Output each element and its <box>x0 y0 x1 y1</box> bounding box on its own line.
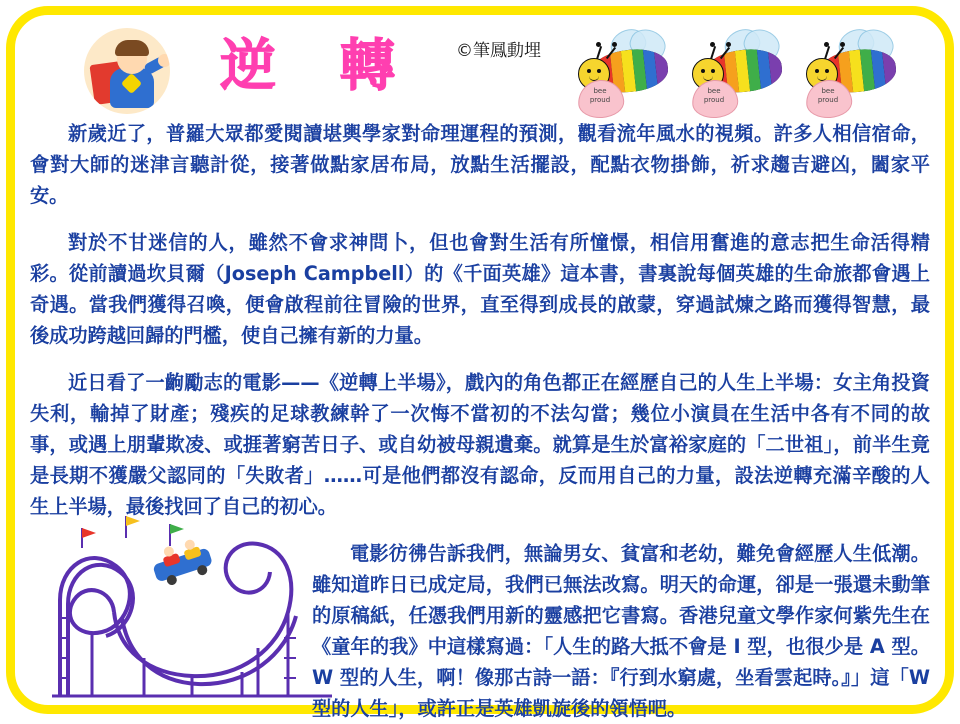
roller-coaster-illustration <box>52 508 332 698</box>
paragraph-2: 對於不甘迷信的人，雖然不會求神問卜，但也會對生活有所憧憬，相信用奮進的意志把生命活得精彩。從前讀過坎貝爾（Joseph Campbell）的《千面英雄》這本書，書裏說每個英雄的生命旅都會遇上奇遇。當我們獲得召喚，便會啟程前往冒險的世界，直至得到成長的啟蒙，穿過試煉之路而獲得智慧，最後成功跨越回歸的門檻，使自己擁有新的力量。 <box>30 231 930 347</box>
paragraph-3: 近日看了一齣勵志的電影——《逆轉上半場》，戲內的角色都正在經歷自己的人生上半場：女主角投資失利，輸掉了財產；殘疾的足球教練幹了一次悔不當初的不法勾當；幾位小演員在生活中各有不同的故事，或遇上朋輩欺凌、或捱著窮苦日子、或自幼被母親遺棄。就算是生於富裕家庭的「二世祖」，前半生竟是長期不獲嚴父認同的「失敗者」……可是他們都沒有認命，反而用自己的力量，設法逆轉充滿辛酸的人生上半場，最後找回了自己的初心。 <box>30 371 930 518</box>
bee-badge-line2: proud <box>703 96 725 104</box>
bee-badge-line2: proud <box>589 96 611 104</box>
bee-badge-line1: bee <box>593 87 607 95</box>
bee-heart-badge <box>578 80 622 116</box>
superhero-hair <box>115 40 149 56</box>
bee-badge-line2: proud <box>817 96 839 104</box>
paragraph-1: 新歲近了，普羅大眾都愛閱讀堪輿學家對命理運程的預測，觀看流年風水的視頻。許多人相信宿命，會對大師的迷津言聽計從，接著做點家居布局，放點生活擺設，配點衣物掛飾，祈求趨吉避凶，闔家平安。 <box>30 122 930 207</box>
bee-icon <box>576 32 684 112</box>
document-header <box>24 14 930 110</box>
paragraph-4: 電影彷彿告訴我們，無論男女、貧富和老幼，難免會經歷人生低潮。雖知道昨日已成定局，我們已無法改寫。明天的命運，卻是一張還未動筆的原稿紙，任憑我們用新的靈感把它書寫。香港兒童文學作家何紫先生在《童年的我》中這樣寫過：「人生的路大抵不會是 I 型，也很少是 A 型。W 型的人生，啊！像那古詩一語：『行到水窮處，坐看雲起時。』」這「W 型的人生」，或許正是英雄凱旋後的領悟吧。 <box>312 542 930 720</box>
credit-line: ©筆鳳動埋 <box>456 41 541 61</box>
page-title: 逆 轉 <box>220 34 418 99</box>
bee-heart-badge <box>806 80 850 116</box>
bee-badge-line1: bee <box>707 87 721 95</box>
superhero-fist <box>158 54 170 67</box>
bee-badge-line1: bee <box>821 87 835 95</box>
bee-icon <box>690 32 798 112</box>
bee-heart-badge <box>692 80 736 116</box>
superhero-icon <box>84 28 170 114</box>
bee-icon <box>804 32 912 112</box>
